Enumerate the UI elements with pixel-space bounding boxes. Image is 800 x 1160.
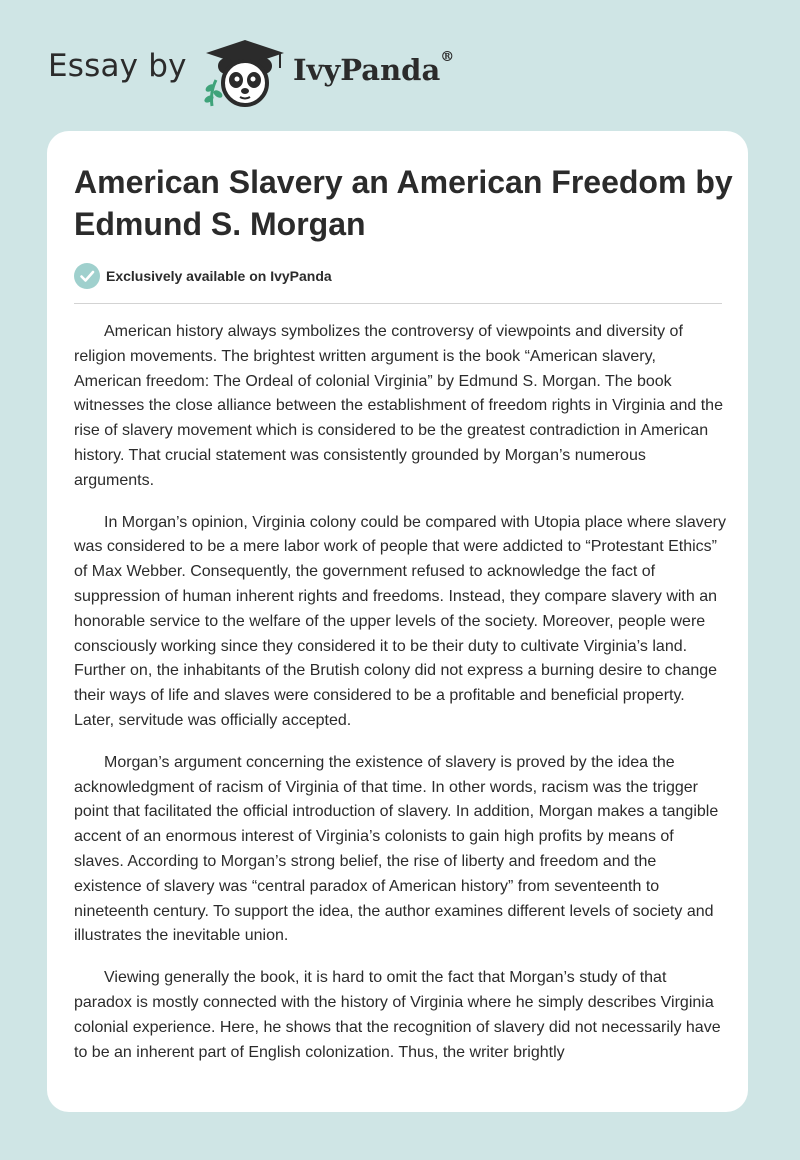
exclusive-badge [74, 263, 332, 289]
badge-text: Exclusively available on IvyPanda [106, 268, 332, 284]
paragraph: Morgan’s argument concerning the existence of slavery is proved by the idea the acknowledgment of racism of Virginia of that time. In other words, racism was the trigger point that facilitated the official introduction of slavery. In addition, Morgan makes a tangible accent of an enormous interest of Virginia’s colonists to gain high profits by means of slaves. According to Morgan’s strong belief, the rise of liberty and freedom and the existence of slavery was “central paradox of American history” from seventeenth to nineteenth century. To support the idea, the author examines different levels of society and illustrates the inevitable union. [74, 753, 719, 945]
brand-prefix: Essay by [48, 48, 187, 84]
brand-name[interactable] [293, 49, 455, 87]
essay-body [74, 320, 726, 1082]
paragraph: In Morgan’s opinion, Virginia colony could be compared with Utopia place where slavery was considered to be a mere labor work of people that were addicted to “Protestant Ethics” of Max Webber. Consequently, the government refused to acknowledge the fact of suppression of human inherent rights and freedoms. Instead, they compare slavery with an honorable service to the welfare of the upper levels of the society. Moreover, people were consciously working since they considered it to be their duty to cultivate Virginia’s land. Further on, the inhabitants of the Brutish colony did not express a burning desire to change their ways of life and slaves were considered to be a profitable and beneficial property. Later, servitude was officially accepted. [74, 513, 726, 729]
essay-card [47, 131, 748, 1112]
brand-name-text: IvyPanda [293, 53, 441, 87]
site-header [0, 0, 800, 130]
page-title: American Slavery an American Freedom by Edmund S. Morgan [74, 164, 733, 242]
divider [74, 303, 722, 304]
paragraph: Viewing generally the book, it is hard to omit the fact that Morgan’s study of that paradox is mostly connected with the history of Virginia where he simply describes Virginia colonial experience. Here, he shows that the recognition of slavery did not necessarily have to be an inherent part of English colonization. Thus, the writer brightly [74, 969, 721, 1061]
panda-graduate-icon[interactable] [200, 36, 290, 108]
check-circle-icon [74, 263, 100, 289]
paragraph: American history always symbolizes the controversy of viewpoints and diversity of religion movements. The brightest written argument is the book “American slavery, American freedom: The Ordeal of colonial Virginia” by Edmund S. Morgan. The book witnesses the close alliance between the establishment of freedom rights in Virginia and the rise of slavery movement which is considered to be the greatest contradiction in American history. That crucial statement was consistently grounded by Morgan’s numerous arguments. [74, 323, 723, 489]
registered-mark: ® [440, 49, 455, 65]
